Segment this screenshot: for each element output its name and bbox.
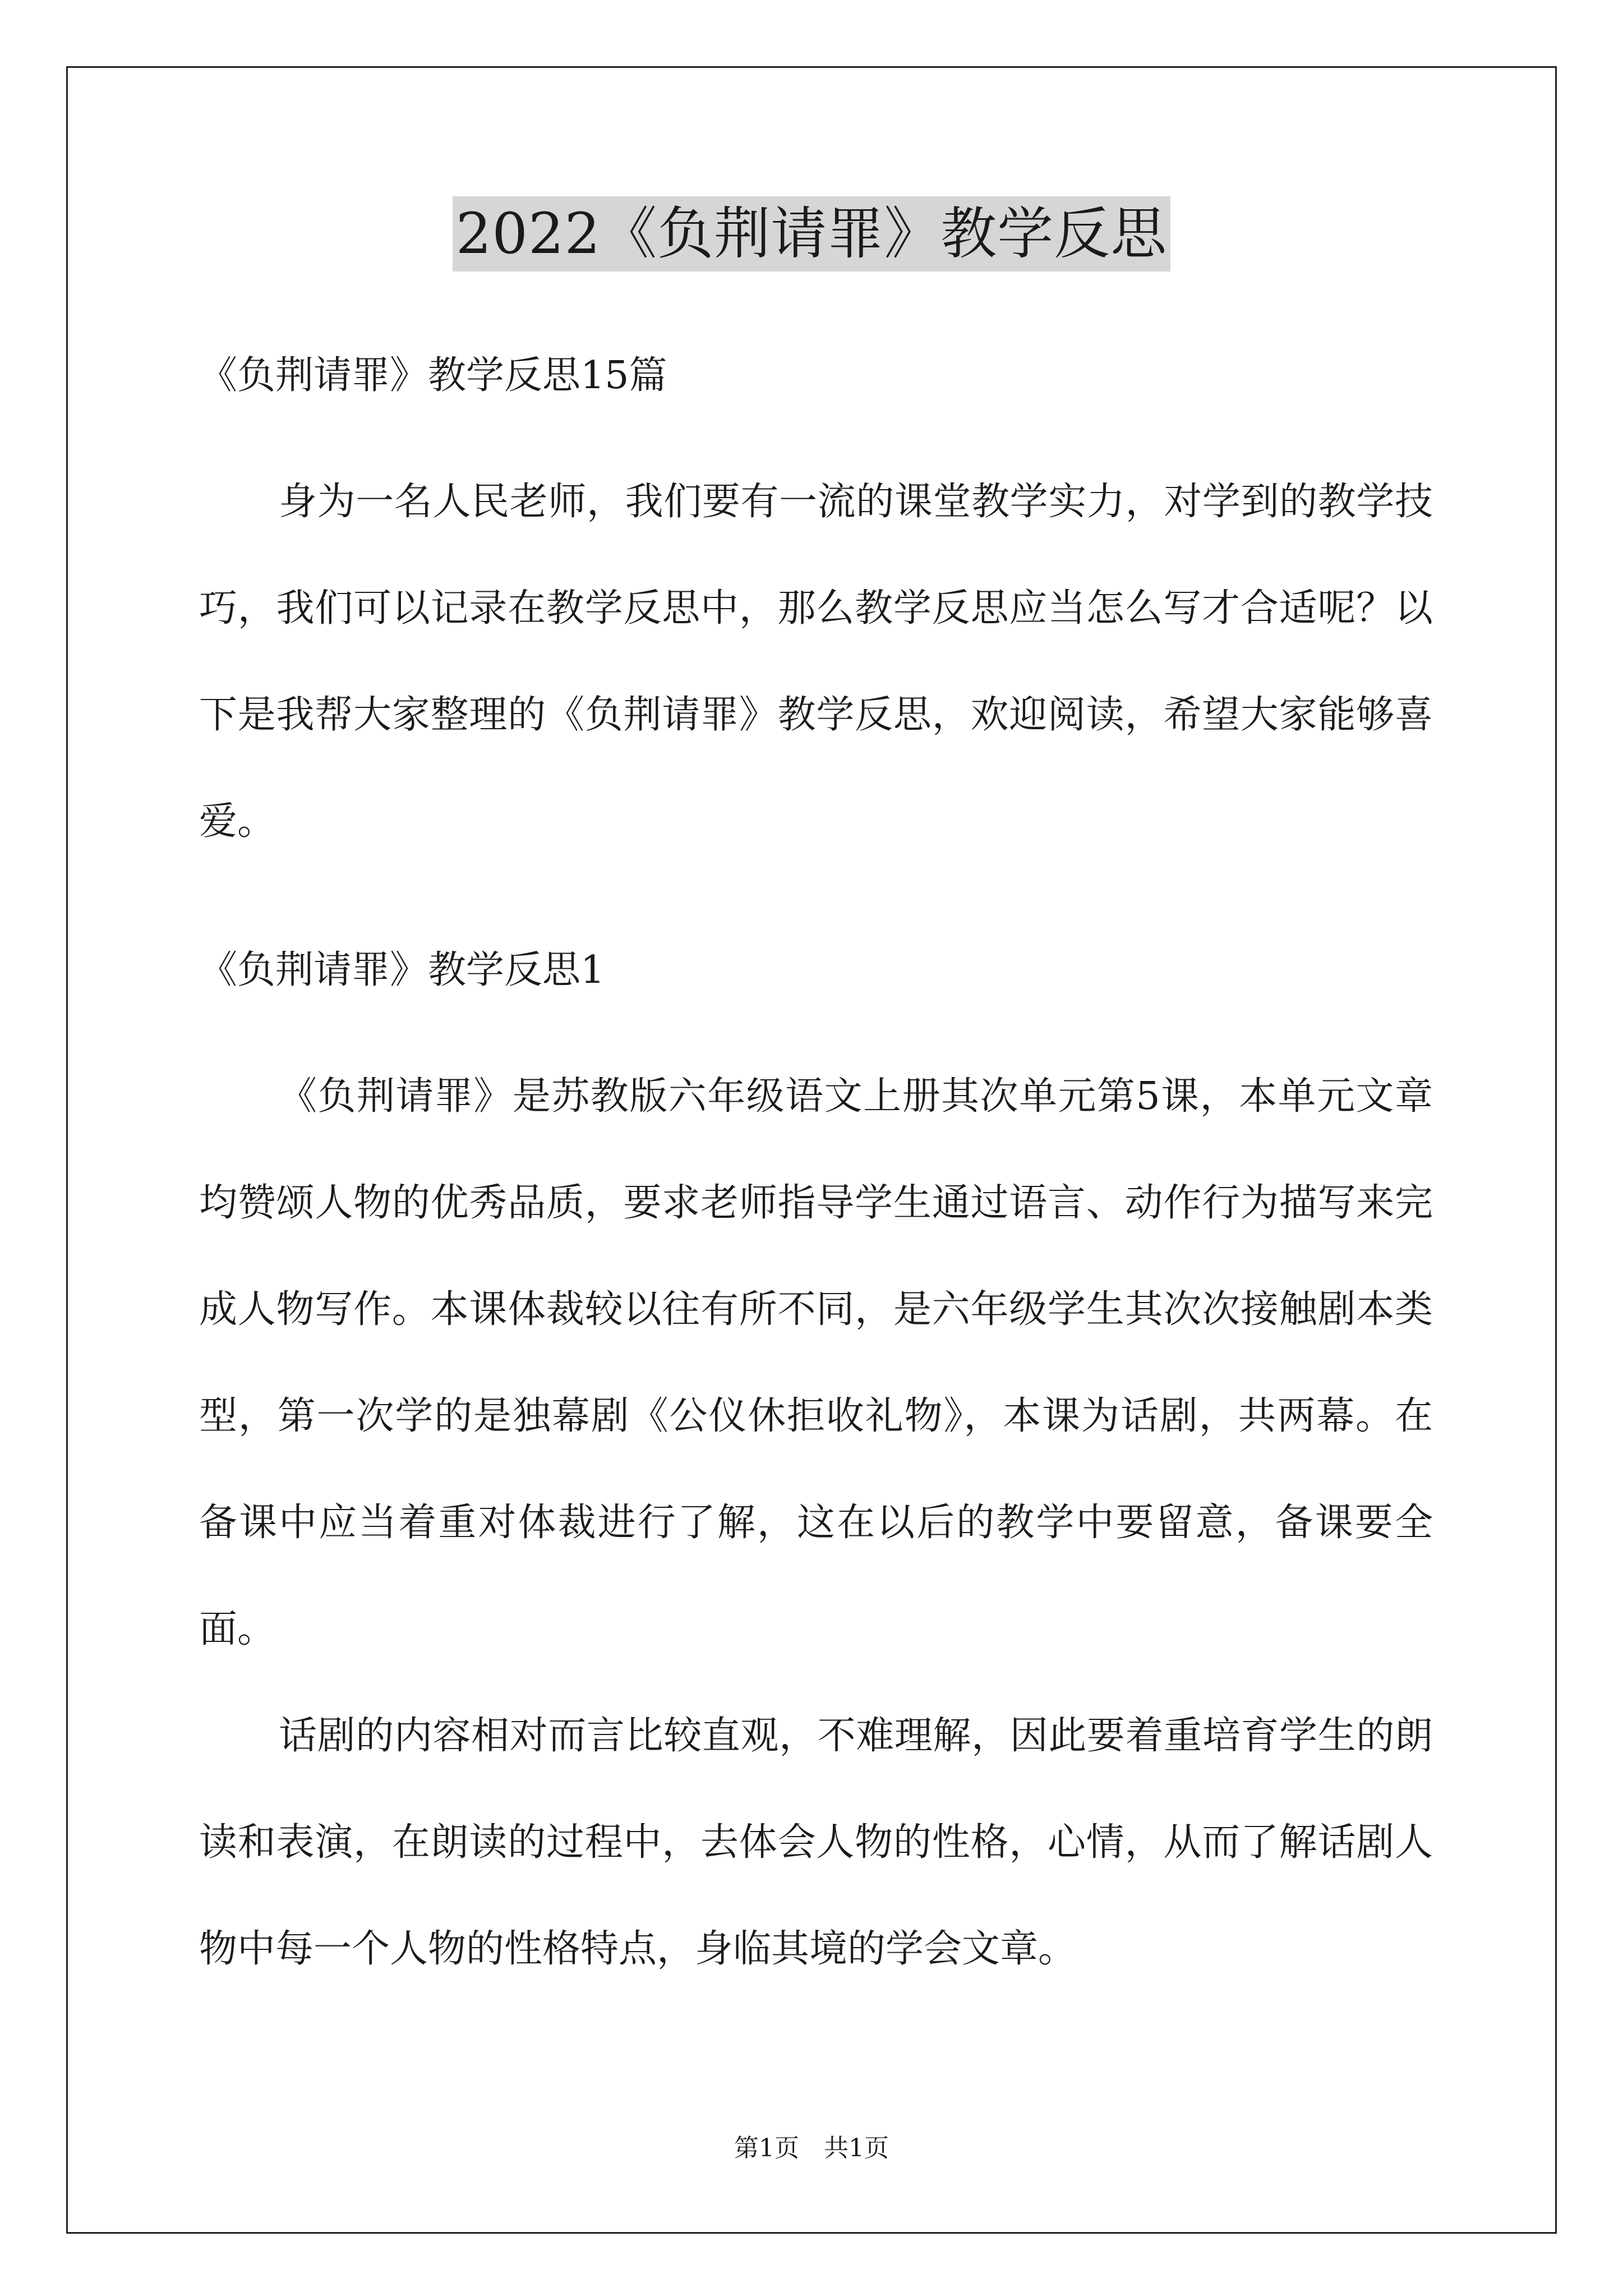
page-footer: 第1页 共1页 [734,2134,889,2162]
section-spacer [199,875,1433,942]
title-container [0,196,1623,272]
body-paragraph: 《负荆请罪》是苏教版六年级语文上册其次单元第5课，本单元文章均赞颂人物的优秀品质，要求老师指导学生通过语言、动作行为描写来完成人物写作。本课体裁较以往有所不同，是六年级学生其次次接触剧本类型，第一次学的是独幕剧《公仪休拒收礼物》，本课为话剧，共两幕。在备课中应当着重对体裁进行了解，这在以后的教学中要留意，备课要全面。 [199,1074,1433,1651]
intro-paragraph: 身为一名人民老师，我们要有一流的课堂教学实力，对学到的教学技巧，我们可以记录在教学反思中，那么教学反思应当怎么写才合适呢？以下是我帮大家整理的《负荆请罪》教学反思，欢迎阅读，希望大家能够喜爱。 [199,480,1433,844]
section-heading: 《负荆请罪》教学反思1 [199,948,605,992]
document-body [199,348,1433,2003]
document-subtitle: 《负荆请罪》教学反思15篇 [199,353,667,398]
document-title: 2022《负荆请罪》教学反思 [453,196,1171,272]
body-paragraph: 话剧的内容相对而言比较直观，不难理解，因此要着重培育学生的朗读和表演，在朗读的过程中，去体会人物的性格，心情，从而了解话剧人物中每一个人物的性格特点，身临其境的学会文章。 [199,1714,1433,1971]
